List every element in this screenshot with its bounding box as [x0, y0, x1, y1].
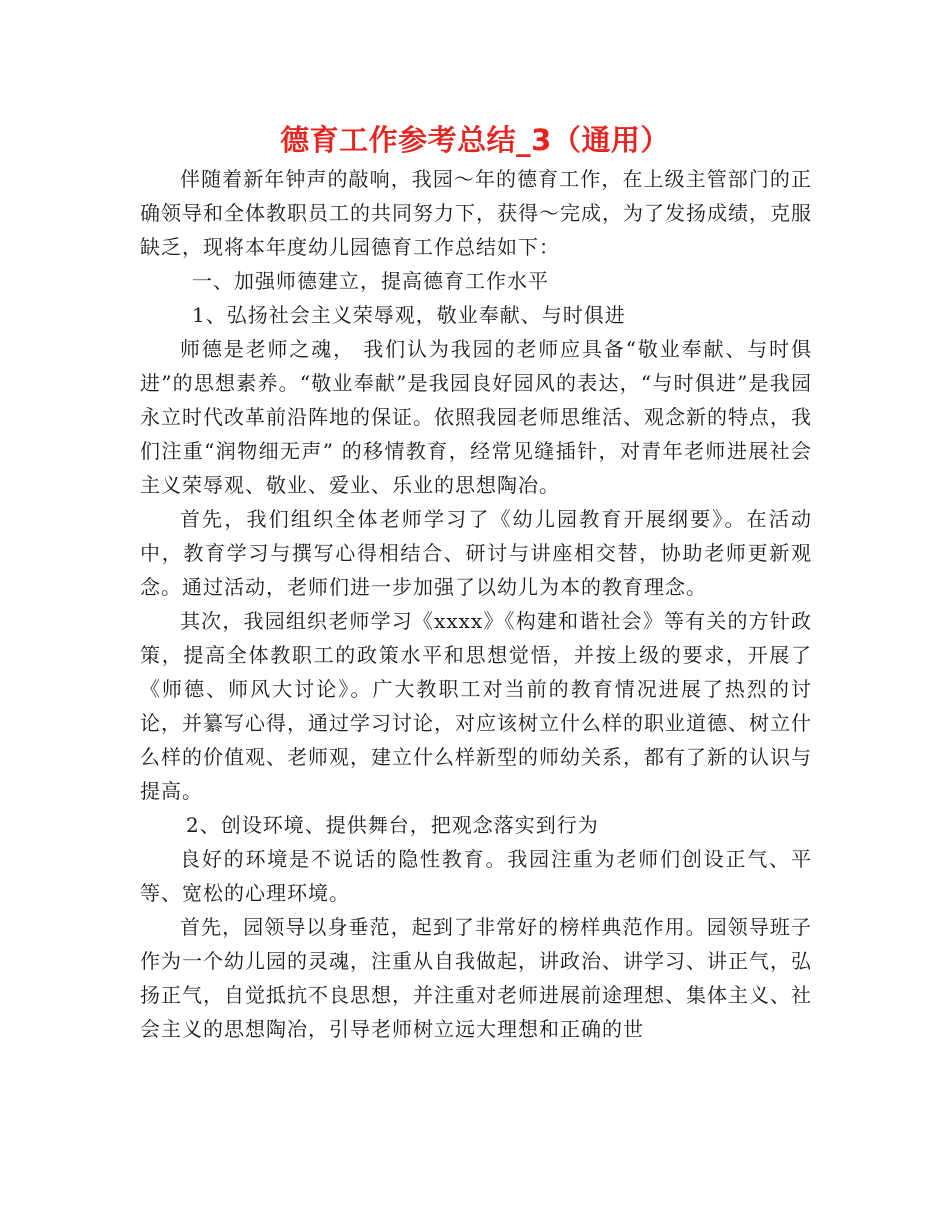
intro-paragraph: 伴随着新年钟声的敲响，我园～年的德育工作，在上级主管部门的正确领导和全体教职员工的共同努力下，获得～完成，为了发扬成绩，克服缺乏，现将本年度幼儿园德育工作总结如下：	[140, 167, 812, 259]
body-paragraph: 首先，园领导以身垂范，起到了非常好的榜样典范作用。园领导班子作为一个幼儿园的灵魂，注重从自我做起，讲政治、讲学习、讲正气，弘扬正气，自觉抵抗不良思想，并注重对老师进展前途理想、集体主义、社会主义的思想陶冶，引导老师树立远大理想和正确的世	[140, 915, 812, 1041]
body-paragraph: 师德是老师之魂， 我们认为我园的老师应具备“敬业奉献、与时俱进”的思想素养。“敬业奉献”是我园良好园风的表达，“与时俱进”是我园永立时代改革前沿阵地的保证。依照我园老师思维活、观念新的特点，我们注重“润物细无声” 的移情教育，经常见缝插针，对青年老师进展社会主义荣辱观、敬业、爱业、乐业的思想陶冶。	[140, 337, 812, 497]
section-heading-1: 一、加强师德建立，提高德育工作水平	[192, 269, 549, 293]
subsection-heading-1: 1、弘扬社会主义荣辱观，敬业奉献、与时俱进	[192, 303, 626, 327]
body-paragraph: 其次，我园组织老师学习《xxxx》《构建和谐社会》等有关的方针政策，提高全体教职工的政策水平和思想觉悟，并按上级的要求，开展了《师德、师风大讨论》。广大教职工对当前的教育情况进展了热烈的讨论，并纂写心得，通过学习讨论，对应该树立什么样的职业道德、树立什么样的价值观、老师观，建立什么样新型的师幼关系，都有了新的认识与提高。	[140, 609, 812, 803]
body-paragraph: 良好的环境是不说话的隐性教育。我园注重为老师们创设正气、平等、宽松的心理环境。	[140, 847, 812, 905]
body-paragraph: 首先，我们组织全体老师学习了《幼儿园教育开展纲要》。在活动中，教育学习与撰写心得相结合、研讨与讲座相交替，协助老师更新观念。通过活动，老师们进一步加强了以幼儿为本的教育理念。	[140, 507, 812, 599]
document-title: 德育工作参考总结_3（通用）	[280, 123, 670, 157]
subsection-heading-2: 2、创设环境、提供舞台，把观念落实到行为	[186, 813, 599, 837]
document-body	[140, 162, 812, 1046]
